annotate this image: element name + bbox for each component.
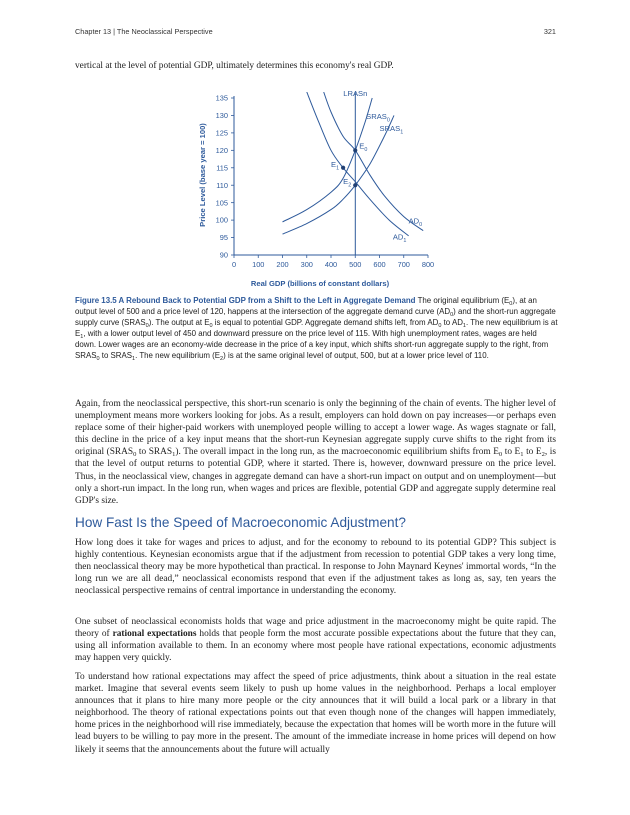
paragraph-real-estate-example: To understand how rational expectations may affect the speed of price adjustments, think about a situation in the real estate market. Imagine that several events seem likely to push up home values in the neighborhood. Perhaps a local employer announces that it plans to hire many more people or the city announces that it will build a local park or a library in that neighborhood. The theory of rational expectations points out that even though none of the changes will happen immediately, home prices in the neighborhood will rise immediately, because the expectation that homes will be worth more in the future will lead buyers to be willing to pay more in the present. The amount of the immediate increase in home prices will depend on how likely it seems that the announcements about the future will actually bbox=[75, 672, 556, 755]
chart-curves bbox=[283, 92, 424, 255]
chart-gridlines bbox=[234, 96, 428, 255]
x-tick-label: 0 bbox=[231, 260, 237, 269]
x-tick-label: 300 bbox=[300, 260, 313, 269]
y-tick-label: 135 bbox=[215, 93, 228, 103]
paragraph-short-run-chain: Again, from the neoclassical perspective, this short-run scenario is only the beginning of the chain of events. The higher level of unemployment means more workers looking for jobs. As a result, employers can hold down on pay increases—or perhaps even replace some of their higher-paid workers with unemployed people willing to accept a lower wage. As wages stagnate or fall, this decline in the price of a key input means that the short-run Keynesian aggregate supply curve shifts to the right from its original ($SRAS_0$ to $SRAS_1$). The overall impact in the long run, as the macroeconomic equilibrium shifts from $E_0$ to $E_1$ to $E_2$, is that the level of output returns to potential GDP, where it started. There is, however, downward pressure on the price level. Thus, in the neoclassical view, changes in aggregate demand can have a short-run impact on output and on unemployment—but only a short-run impact. In the long run, when wages and prices are flexible, potential GDP and aggregate supply determine real GDP's size. bbox=[75, 399, 556, 506]
y-axis-label: Price Level (base year = 100) bbox=[198, 123, 207, 227]
paragraph-adjustment-speed: How long does it take for wages and prices to adjust, and for the economy to rebound to its potential GDP? This subject is highly contentious. Keynesian economists argue that if the adjustment from recession to potential GDP takes a very long time, then neoclassical theory may be more hypothetical than practical. In response to John Maynard Keynes' immortal words, “In the long run we are all dead,” neoclassical economists respond that even if the adjustment takes as long as, say, ten years the neoclassical perspective remains of central importance in understanding the economy. bbox=[75, 538, 556, 597]
equilibrium-point-e2 bbox=[353, 183, 357, 187]
running-header-chapter: Chapter 13 | The Neoclassical Perspective bbox=[75, 27, 213, 36]
figure-caption: Figure 13.5 A Rebound Back to Potential GDP from a Shift to the Left in Aggregate Demand The original equilibrium $(E_0)$, at an output level of 500 and a price level of 120, happens at the intersection of the aggregate demand curve $(AD_0)$ and the short-run aggregate supply curve $(SRAS_0)$. The output at $E_0$ is equal to potential GDP. Aggregate demand shifts left, from $AD_0$ to $AD_1$. The new equilibrium is at $E_1$, with a lower output level of 450 and downward pressure on the price level of 115. With high unemployment rates, wages are held down. Lower wages are an economy-wide decrease in the price of a key input, which shifts short-run aggregate supply to the right, from $SRAS_0$ to $SRAS_1$. The new equilibrium $(E_2)$ is at the same original level of output, 500, but at a lower price level of 110. bbox=[75, 296, 558, 363]
intro-sentence: vertical at the level of potential GDP, ultimately determines this economy's real GDP. bbox=[75, 61, 394, 71]
x-tick-label: 100 bbox=[252, 260, 265, 269]
chart-ticks bbox=[216, 94, 435, 269]
figure-caption-label: Figure 13.5 A Rebound Back to Potential GDP from a Shift to the Left in Aggregate Demand bbox=[75, 296, 416, 305]
x-tick-label: 200 bbox=[276, 260, 289, 269]
equilibrium-label-e0: $E_0$ bbox=[359, 141, 368, 153]
chart-curve-labels bbox=[331, 89, 422, 244]
x-tick-label: 600 bbox=[373, 260, 386, 269]
label-ad0: $AD_0$ bbox=[408, 216, 423, 229]
x-tick-label: 500 bbox=[349, 260, 362, 269]
y-tick-label: 90 bbox=[219, 250, 228, 260]
x-axis-label: Real GDP (billions of constant dollars) bbox=[250, 279, 390, 288]
equilibrium-label-e2: $E_2$ bbox=[343, 177, 352, 189]
x-tick-label: 400 bbox=[324, 260, 338, 269]
y-tick-label: 110 bbox=[216, 180, 228, 190]
curve-ad1 bbox=[307, 92, 409, 236]
equilibrium-point-e1 bbox=[341, 166, 345, 170]
page-number: 321 bbox=[543, 27, 556, 36]
curve-sras0 bbox=[283, 98, 373, 222]
y-tick-label: 115 bbox=[216, 163, 228, 173]
curve-sras1 bbox=[283, 115, 395, 234]
label-lrasn: LRASn bbox=[343, 89, 368, 98]
key-term-rational-expectations: rational expectations bbox=[112, 629, 197, 640]
equilibrium-label-e1: $E_1$ bbox=[331, 159, 340, 172]
equilibrium-point-e0 bbox=[353, 148, 357, 152]
y-tick-label: 125 bbox=[215, 128, 228, 138]
y-tick-label: 130 bbox=[215, 111, 228, 121]
label-ad1: $AD_1$ bbox=[392, 232, 407, 244]
y-tick-label: 120 bbox=[215, 145, 228, 155]
ad-as-chart bbox=[190, 86, 460, 291]
y-tick-label: 100 bbox=[215, 215, 228, 225]
y-tick-label: 95 bbox=[219, 233, 228, 243]
y-tick-label: 105 bbox=[215, 198, 228, 208]
x-tick-label: 800 bbox=[421, 260, 435, 269]
x-tick-label: 700 bbox=[397, 260, 410, 269]
label-sras0: $SRAS_0$ bbox=[366, 111, 390, 124]
paragraph-rational-expectations: One subset of neoclassical economists holds that wage and price adjustment in the macroeconomy might be quite rapid. The theory of rational expectations holds that people form the most accurate possible expectations about the future that they can, using all information available to them. In an economy where most people have rational expectations, economic adjustments may happen very quickly. bbox=[75, 617, 556, 664]
section-heading: How Fast Is the Speed of Macroeconomic Adjustment? bbox=[75, 515, 406, 530]
label-sras1: $SRAS_1$ bbox=[379, 124, 404, 136]
